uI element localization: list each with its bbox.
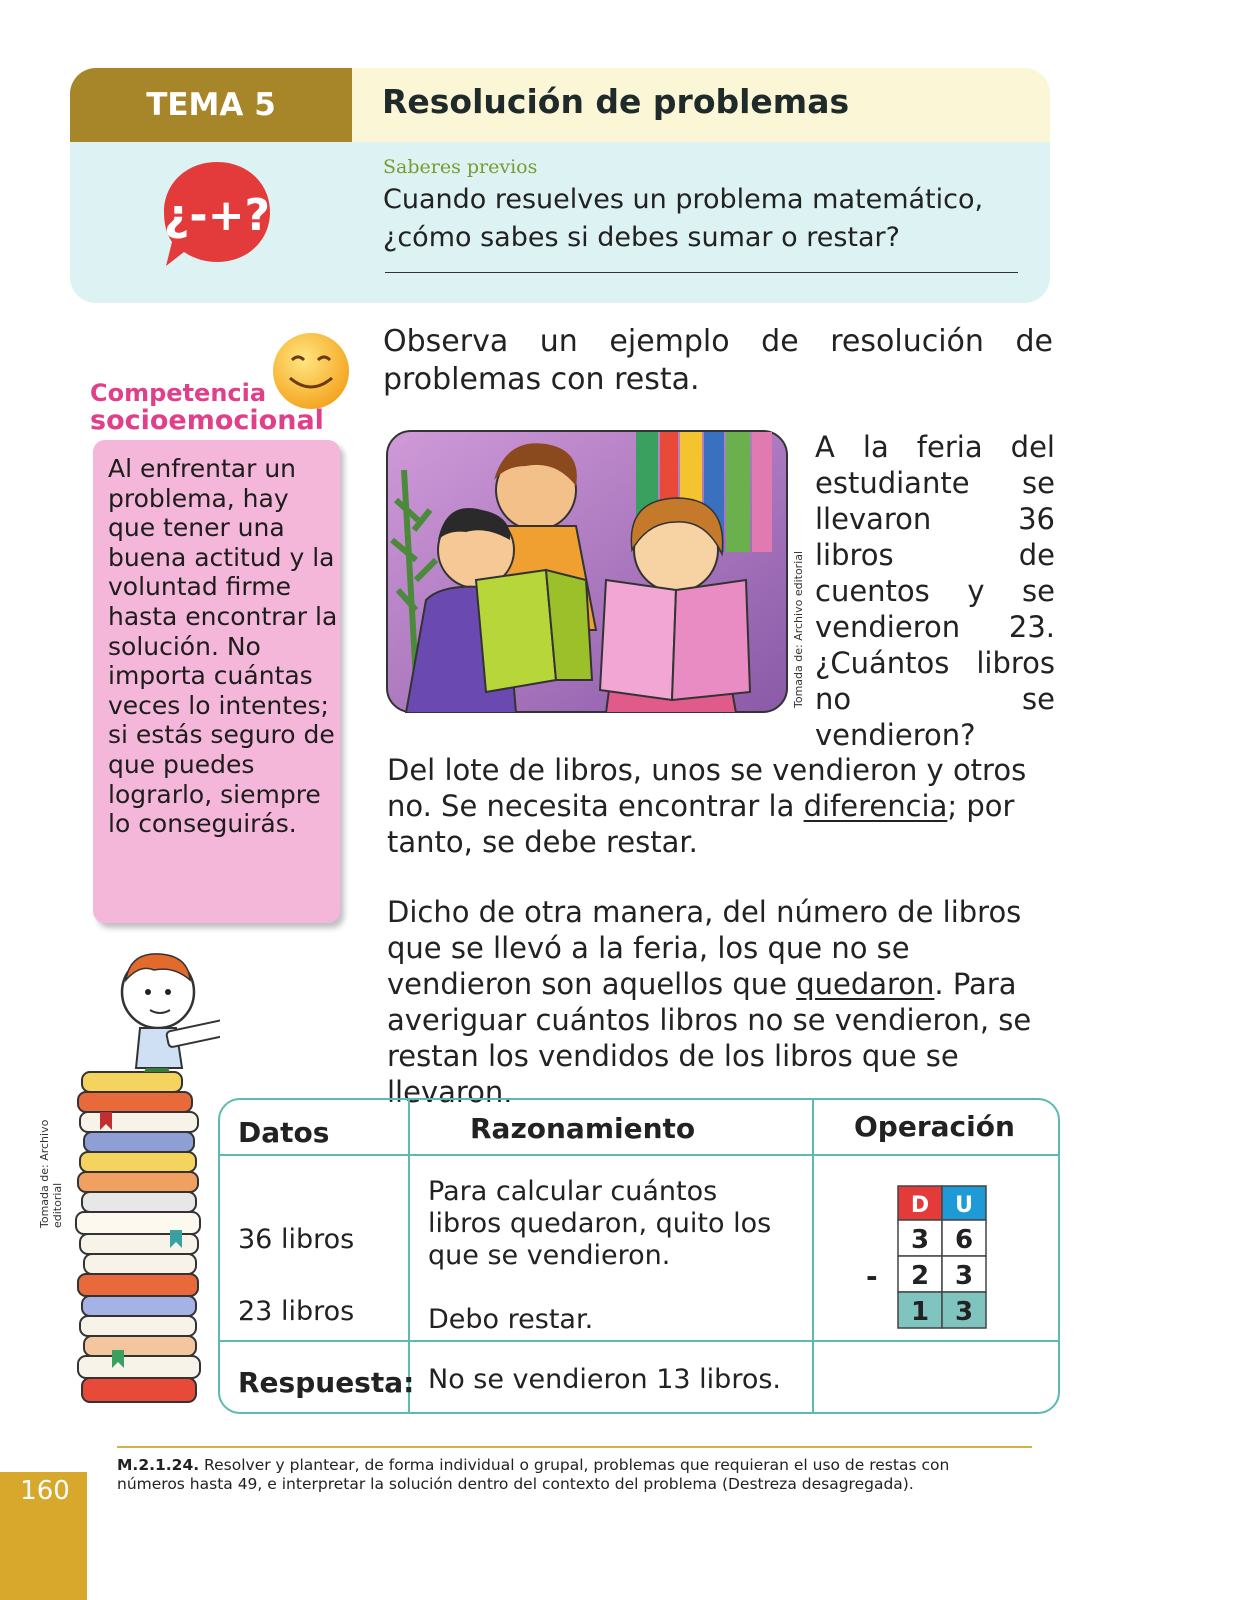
intro-text: Observa un ejemplo de resolución de problemas con resta. bbox=[383, 324, 1053, 397]
footer-divider bbox=[117, 1446, 1032, 1448]
image-credit: Tomada de: Archivo editorial bbox=[792, 550, 805, 708]
question-bubble-icon bbox=[160, 158, 274, 270]
minuend-u: 6 bbox=[954, 1225, 974, 1255]
header-razonamiento: Razonamiento bbox=[470, 1112, 696, 1145]
saberes-previos-question: Cuando resuelves un problema matemático, ¿cómo sabes si debes sumar o restar? bbox=[383, 184, 984, 253]
page-number: 160 bbox=[20, 1476, 70, 1506]
table-divider bbox=[220, 1340, 1058, 1342]
boy-on-books-illustration bbox=[70, 940, 220, 1415]
saberes-previos-label: Saberes previos bbox=[383, 156, 538, 178]
problem-statement: A la feria del estudiante se llevaron 36 libros de cuentos y se vendieron 23. ¿Cuántos libros no se vendieron? bbox=[815, 430, 1055, 752]
minuend-d: 3 bbox=[910, 1225, 930, 1255]
topic-number-tab: TEMA 5 bbox=[70, 68, 352, 142]
header-datos: Datos bbox=[238, 1116, 330, 1149]
p3-text-before: Dicho de otra manera, del número de libros que se llevó a la feria, los que no se vendieron son aquellos que bbox=[387, 895, 1022, 1001]
competencia-title-line2: socioemocional bbox=[90, 405, 324, 436]
column-u-label: U bbox=[955, 1193, 973, 1218]
respuesta-text: No se vendieron 13 libros. bbox=[428, 1364, 781, 1395]
left-image-credit: Tomada de: Archivo editorial bbox=[38, 1119, 64, 1228]
razonamiento-text: Para calcular cuántos libros quedaron, quito los que se vendieron. bbox=[428, 1176, 772, 1271]
column-d-label: D bbox=[910, 1193, 930, 1218]
competencia-title-line1: Competencia bbox=[90, 379, 267, 407]
bubble-symbols: ¿-+? bbox=[163, 190, 271, 241]
p2-text-after: ; por tanto, se debe restar. bbox=[387, 789, 1015, 859]
p2-keyword-diferencia: diferencia bbox=[803, 789, 948, 823]
p2-text-before: Del lote de libros, unos se vendieron y otros no. Se necesita encontrar la bbox=[387, 753, 1027, 823]
subtraction-grid bbox=[897, 1185, 987, 1329]
datos-value: 36 libros bbox=[238, 1224, 355, 1255]
table-divider bbox=[812, 1100, 814, 1412]
page-title: Resolución de problemas bbox=[382, 82, 850, 121]
title-bar bbox=[352, 68, 1050, 142]
subtrahend-d: 2 bbox=[910, 1261, 930, 1291]
p3-keyword-quedaron: quedaron bbox=[796, 967, 935, 1001]
skill-code: M.2.1.24. bbox=[117, 1456, 200, 1474]
p3-text-after: . Para averiguar cuántos libros no se vendieron, se restan los vendidos de los libros que se llevaron. bbox=[387, 967, 1032, 1109]
respuesta-label: Respuesta: bbox=[238, 1366, 415, 1399]
answer-line bbox=[385, 272, 1018, 273]
datos-value: 23 libros bbox=[238, 1296, 355, 1327]
skill-text: Resolver y plantear, de forma individual o grupal, problemas que requieran el uso de restas con números hasta 49, e interpretar la solución dentro del contexto del problema (Destreza desagregada). bbox=[117, 1456, 950, 1493]
explanation-paragraph-1 bbox=[387, 752, 1055, 860]
skill-description bbox=[117, 1456, 1017, 1494]
competencia-title bbox=[90, 380, 350, 434]
subtrahend-u: 3 bbox=[954, 1261, 974, 1291]
result-d: 1 bbox=[910, 1297, 930, 1327]
children-reading-illustration bbox=[386, 430, 788, 713]
table-divider bbox=[220, 1154, 1058, 1156]
razonamiento-conclusion: Debo restar. bbox=[428, 1304, 594, 1335]
minus-sign: - bbox=[866, 1260, 878, 1293]
competencia-text: Al enfrentar un problema, hay que tener una buena actitud y la voluntad firme hasta encontrar la solución. No importa cuántas veces lo intentes; si estás seguro de que puedes lograrlo, siempre lo conseguirás. bbox=[108, 454, 338, 839]
header-operacion: Operación bbox=[854, 1110, 1015, 1143]
explanation-paragraph-2 bbox=[387, 894, 1057, 1110]
result-u: 3 bbox=[954, 1297, 974, 1327]
